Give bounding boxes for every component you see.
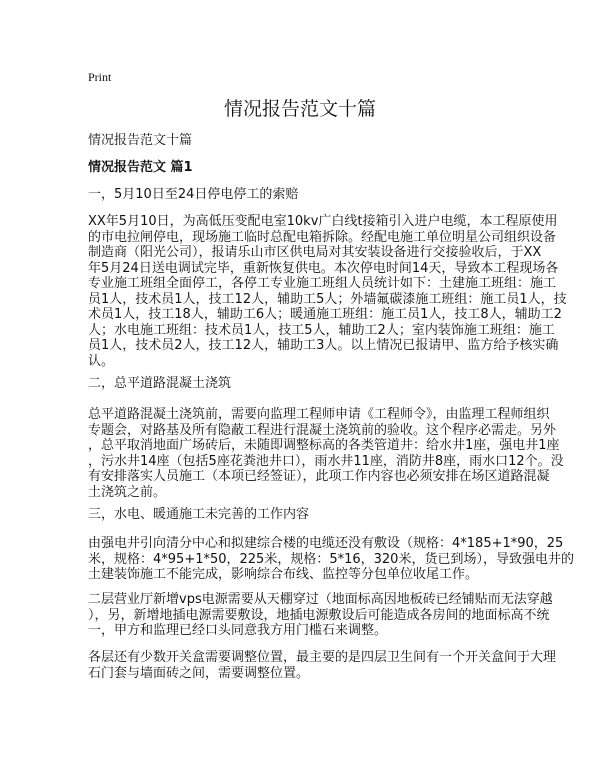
text-line: 土浇筑之前。 xyxy=(88,484,167,500)
text-line: 术员1人，技工18人，辅助工6人；暖通施工班组：施工员1人，技工8人，辅助工2 xyxy=(88,307,562,322)
print-label: Print xyxy=(88,70,112,84)
paragraph xyxy=(88,214,567,369)
text-line: 年5月24日送电调试完毕，重新恢复供电。本次停电时间14天，导致本工程现场各 xyxy=(88,260,559,276)
text-line: 制造商（阳光公司），报请乐山市区供电局对其安装设备进行交接验收后，于XX xyxy=(88,245,542,260)
text-line: 员1人，技术员2人，技工12人，辅助工3人。以上情况已报请甲、监方给予核实确 xyxy=(88,338,559,353)
text-line: 一，甲方和监理已经口头同意我方用门槛石来调整。 xyxy=(88,623,388,638)
text-line: ），另，新增地插电源需要敷设，地插电源敷设后可能造成各房间的地面标高不统 xyxy=(88,607,550,623)
paragraph xyxy=(88,407,564,500)
text-line: XX年5月10日，为高低压变配电室10kv广白线t接箱引入进户电缆，本工程原使用 xyxy=(88,214,558,229)
text-line: 人；水电施工班组：技术员1人，技工5人，辅助工2人；室内装饰施工班组：施工 xyxy=(88,322,555,338)
document-subtitle: 情况报告范文十篇 xyxy=(88,133,193,148)
text-line: 米，规格：4*95+1*50，225米，规格：5*16，320米，货已到场），导致强电井的 xyxy=(88,551,574,567)
document-title: 情况报告范文十篇 xyxy=(223,98,376,120)
text-line: 专业施工班组全面停工，各停工专业施工班组人员统计如下：土建施工班组：施工 xyxy=(88,276,557,291)
text-line: 土建装饰施工不能完成，影响综合布线、监控等分包单位收尾工作。 xyxy=(88,567,479,582)
paragraph xyxy=(88,592,553,639)
text-line: 总平道路混凝土浇筑前，需要向监理工程师申请《工程师令》，由监理工程师组织 xyxy=(88,407,550,422)
text-line: 的市电拉闸停电，现场施工临时总配电箱拆除。经配电施工单位明星公司组织设备 xyxy=(88,229,557,245)
text-line: 有安排落实人员施工（本项已经签证），此项工作内容也必须安排在场区道路混凝 xyxy=(88,469,550,484)
paragraph xyxy=(88,650,557,681)
section-heading: 一，5月10日至24日停电停工的索赔 xyxy=(88,187,299,202)
section-heading: 二，总平道路混凝土浇筑 xyxy=(88,376,232,391)
text-line: 员1人，技术员1人，技工12人，辅助工5人；外墙氟碳漆施工班组：施工员1人，技 xyxy=(88,291,567,307)
paragraph xyxy=(88,536,574,583)
text-line: 各层还有少数开关盒需要调整位置，最主要的是四层卫生间有一个开关盒间于大理 xyxy=(88,650,557,665)
text-line: ，污水井14座（包括5座花粪池井口），雨水井11座，消防井8座，雨水口12个。没 xyxy=(88,453,564,469)
text-line: 由强电井引向清分中心和拟建综合楼的电缆还没有敷设（规格：4*185+1*90，25 xyxy=(88,536,564,551)
text-line: 二层营业厅新增vps电源需要从天棚穿过（地面标高因地板砖已经铺贴而无法穿越 xyxy=(88,592,553,607)
text-line: 认。 xyxy=(88,353,115,369)
article-heading: 情况报告范文 篇1 xyxy=(88,160,193,175)
text-line: ，总平取消地面广场砖后，未随即调整标高的各类管道井：给水井1座，强电井1座 xyxy=(88,438,560,453)
text-line: 石门套与墙面砖之间，需要调整位置。 xyxy=(88,665,310,681)
text-line: 专题会，对路基及所有隐蔽工程进行混凝土浇筑前的验收。这个程序必需走。另外 xyxy=(88,422,557,438)
section-heading: 三，水电、暖通施工未完善的工作内容 xyxy=(88,507,310,522)
